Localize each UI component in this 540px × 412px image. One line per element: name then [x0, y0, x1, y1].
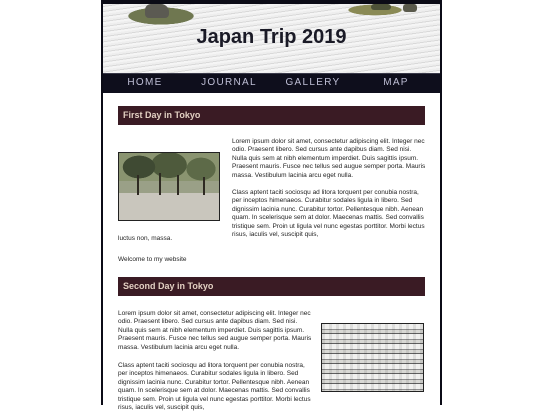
- section-paragraph-tail: luctus non, massa.: [118, 235, 173, 242]
- nav-map[interactable]: MAP: [383, 77, 409, 88]
- zen-rock-decoration: [371, 4, 391, 10]
- site-title: Japan Trip 2019: [196, 26, 347, 48]
- nav-journal[interactable]: JOURNAL: [201, 77, 257, 88]
- section-title: Second Day in Tokyo: [123, 281, 214, 291]
- header-banner-image: [103, 4, 440, 73]
- main-nav: [103, 73, 440, 93]
- section-paragraph: Lorem ipsum dolor sit amet, consectetur adipiscing elit. Integer nec odio. Praesent libero. Sed cursus ante dapibus diam. Sed nisi. Nulla quis sem at nibh elementum imperdiet. Duis sagittis ipsum. Praesent mauris. Fusce nec tellus sed augue semper porta. Mauris massa. Vestibulum lacinia arcu eget nulla.: [118, 310, 312, 351]
- section-paragraph: Lorem ipsum dolor sit amet, consectetur adipiscing elit. Integer nec odio. Praesent libero. Sed cursus ante dapibus diam. Sed nisi. Nulla quis sem at nibh elementum imperdiet. Duis sagittis ipsum. Praesent mauris. Fusce nec tellus sed augue semper porta. Mauris massa. Vestibulum lacinia arcu eget nulla.: [232, 138, 426, 179]
- nav-home[interactable]: HOME: [127, 77, 163, 88]
- shelf-photo: [321, 323, 424, 392]
- tokyo-park-photo: [118, 152, 220, 221]
- section-paragraph: Class aptent taciti sociosqu ad litora torquent per conubia nostra, per inceptos himenaeos. Curabitur sodales ligula in libero. Sed dignissim lacinia nunc. Curabitur tortor. Pellentesque nibh. Aenean quam. In scelerisque sem at dolor. Maecenas mattis. Sed convallis tristique sem. Proin ut ligula vel nunc egestas porttitor. Morbi lectus risus, iaculis vel, suscipit quis,: [232, 189, 425, 239]
- section-paragraph: Class aptent taciti sociosqu ad litora torquent per conubia nostra, per inceptos himenaeos. Curabitur sodales ligula in libero. Sed dignissim lacinia nunc. Curabitur tortor. Pellentesque nibh. Aenean quam. In scelerisque sem at dolor. Maecenas mattis. Sed convallis tristique sem. Proin ut ligula vel nunc egestas porttitor. Morbi lectus risus, iaculis vel, suscipit quis,: [118, 362, 311, 412]
- welcome-text: Welcome to my website: [118, 256, 187, 263]
- section-title: First Day in Tokyo: [123, 110, 201, 120]
- nav-gallery[interactable]: GALLERY: [285, 77, 341, 88]
- section-header-first-day: [118, 106, 425, 125]
- zen-rock-decoration: [145, 4, 169, 18]
- zen-rock-decoration: [403, 4, 417, 12]
- section-header-second-day: [118, 277, 425, 296]
